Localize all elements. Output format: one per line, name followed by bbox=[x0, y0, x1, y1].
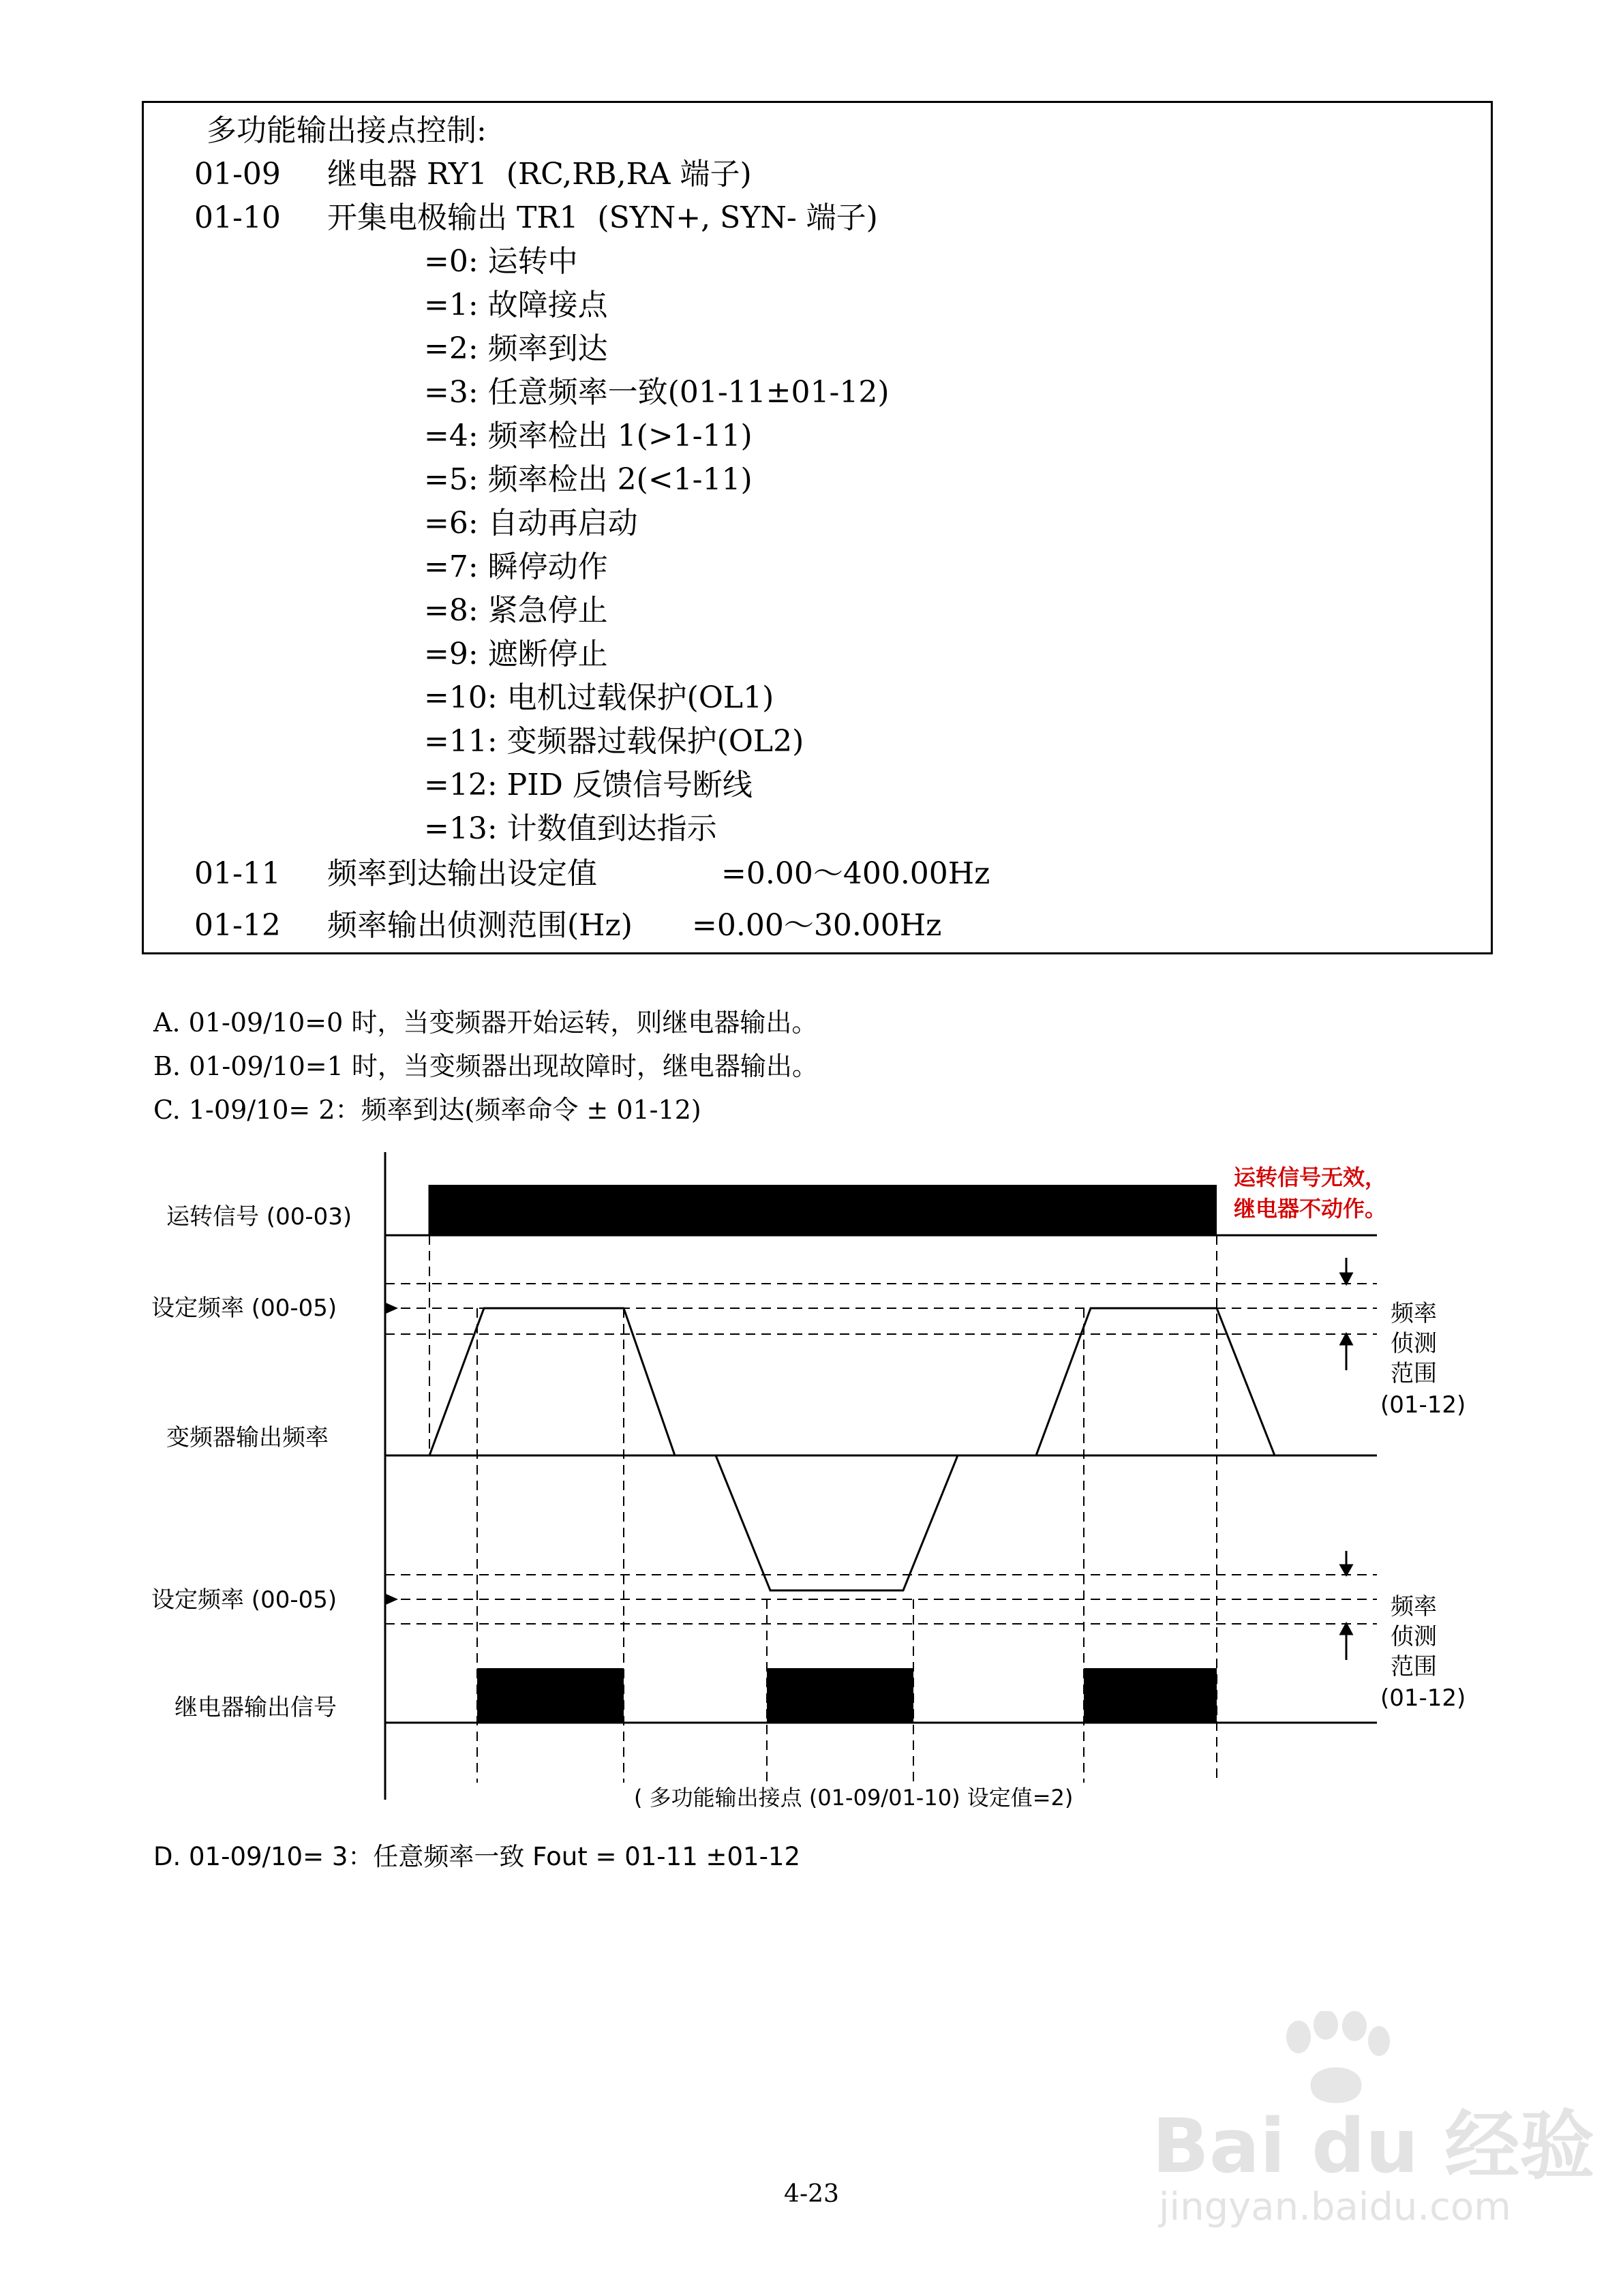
note-b: B. 01-09/10=1 时，当变频器出现故障时，继电器输出。 bbox=[153, 1051, 818, 1081]
run-signal-pulse bbox=[429, 1185, 1217, 1235]
note-c: C. 1-09/10= 2：频率到达(频率命令 ± 01-12) bbox=[153, 1095, 701, 1125]
timing-diagram bbox=[150, 1152, 1493, 1841]
param-name-01-12: 频率输出侦测范围(Hz) bbox=[327, 908, 633, 943]
option-item: =8: 紧急停止 bbox=[424, 593, 608, 628]
option-item: =6: 自动再启动 bbox=[424, 506, 638, 541]
watermark-url: jingyan.baidu.com bbox=[1159, 2185, 1511, 2229]
red-note-line-1: 运转信号无效， bbox=[1234, 1164, 1387, 1190]
param-code-01-09: 01-09 bbox=[194, 157, 281, 192]
option-item: =7: 瞬停动作 bbox=[424, 549, 608, 584]
param-desc-01-09: 继电器 RY1 (RC,RB,RA 端子) bbox=[327, 157, 752, 192]
range-label: (01-12) bbox=[1380, 1685, 1466, 1712]
param-desc-01-10: 开集电极输出 TR1 (SYN+, SYN- 端子) bbox=[327, 200, 878, 235]
range-label: 频率 bbox=[1391, 1593, 1437, 1620]
relay-output-pulse bbox=[1084, 1668, 1217, 1723]
param-code-01-12: 01-12 bbox=[194, 908, 281, 943]
watermark-logo: Bai du 经验 bbox=[1152, 2102, 1595, 2190]
option-item: =1: 故障接点 bbox=[424, 288, 608, 322]
param-name-01-11: 频率到达输出设定值 bbox=[327, 856, 597, 891]
range-label: 侦测 bbox=[1391, 1330, 1437, 1357]
param-code-01-10: 01-10 bbox=[194, 200, 281, 235]
range-label: 频率 bbox=[1391, 1300, 1437, 1327]
run-signal-label: 运转信号 (00-03) bbox=[166, 1203, 352, 1230]
relay-output-label: 继电器输出信号 bbox=[175, 1694, 337, 1721]
option-item: =2: 频率到达 bbox=[424, 331, 608, 366]
red-note-line-2: 继电器不动作。 bbox=[1234, 1196, 1387, 1222]
option-item: =3: 任意频率一致(01-11±01-12) bbox=[424, 375, 890, 410]
diagram-caption: ( 多功能输出接点 (01-09/01-10) 设定值=2) bbox=[634, 1785, 1074, 1811]
option-item: =11: 变频器过载保护(OL2) bbox=[424, 724, 804, 759]
set-frequency-label-top: 设定频率 (00-05) bbox=[151, 1295, 337, 1322]
option-item: =5: 频率检出 2(<1-11) bbox=[424, 462, 753, 497]
range-label: (01-12) bbox=[1380, 1391, 1466, 1419]
note-d: D. 01-09/10= 3：任意频率一致 Fout = 01-11 ±01-12 bbox=[153, 1842, 801, 1871]
param-value-01-11: =0.00～400.00Hz bbox=[721, 856, 990, 891]
option-item: =4: 频率检出 1(>1-11) bbox=[424, 419, 753, 453]
option-item: =12: PID 反馈信号断线 bbox=[424, 768, 753, 802]
note-a: A. 01-09/10=0 时，当变频器开始运转，则继电器输出。 bbox=[153, 1008, 818, 1038]
relay-output-pulse bbox=[477, 1668, 624, 1723]
param-code-01-11: 01-11 bbox=[194, 856, 281, 891]
relay-output-pulse bbox=[767, 1668, 913, 1723]
output-frequency-label: 变频器输出频率 bbox=[166, 1424, 329, 1451]
page-number: 4-23 bbox=[784, 2180, 839, 2208]
range-label: 范围 bbox=[1391, 1360, 1437, 1387]
option-item: =0: 运转中 bbox=[424, 244, 578, 279]
box-heading: 多功能输出接点控制: bbox=[207, 113, 487, 148]
option-item: =13: 计数值到达指示 bbox=[424, 811, 717, 846]
range-label: 范围 bbox=[1391, 1653, 1437, 1680]
set-frequency-label-bottom: 设定频率 (00-05) bbox=[151, 1586, 337, 1614]
option-item: =9: 遮断停止 bbox=[424, 637, 608, 671]
option-item: =10: 电机过载保护(OL1) bbox=[424, 680, 774, 715]
param-value-01-12: =0.00～30.00Hz bbox=[692, 908, 942, 943]
range-label: 侦测 bbox=[1391, 1623, 1437, 1650]
